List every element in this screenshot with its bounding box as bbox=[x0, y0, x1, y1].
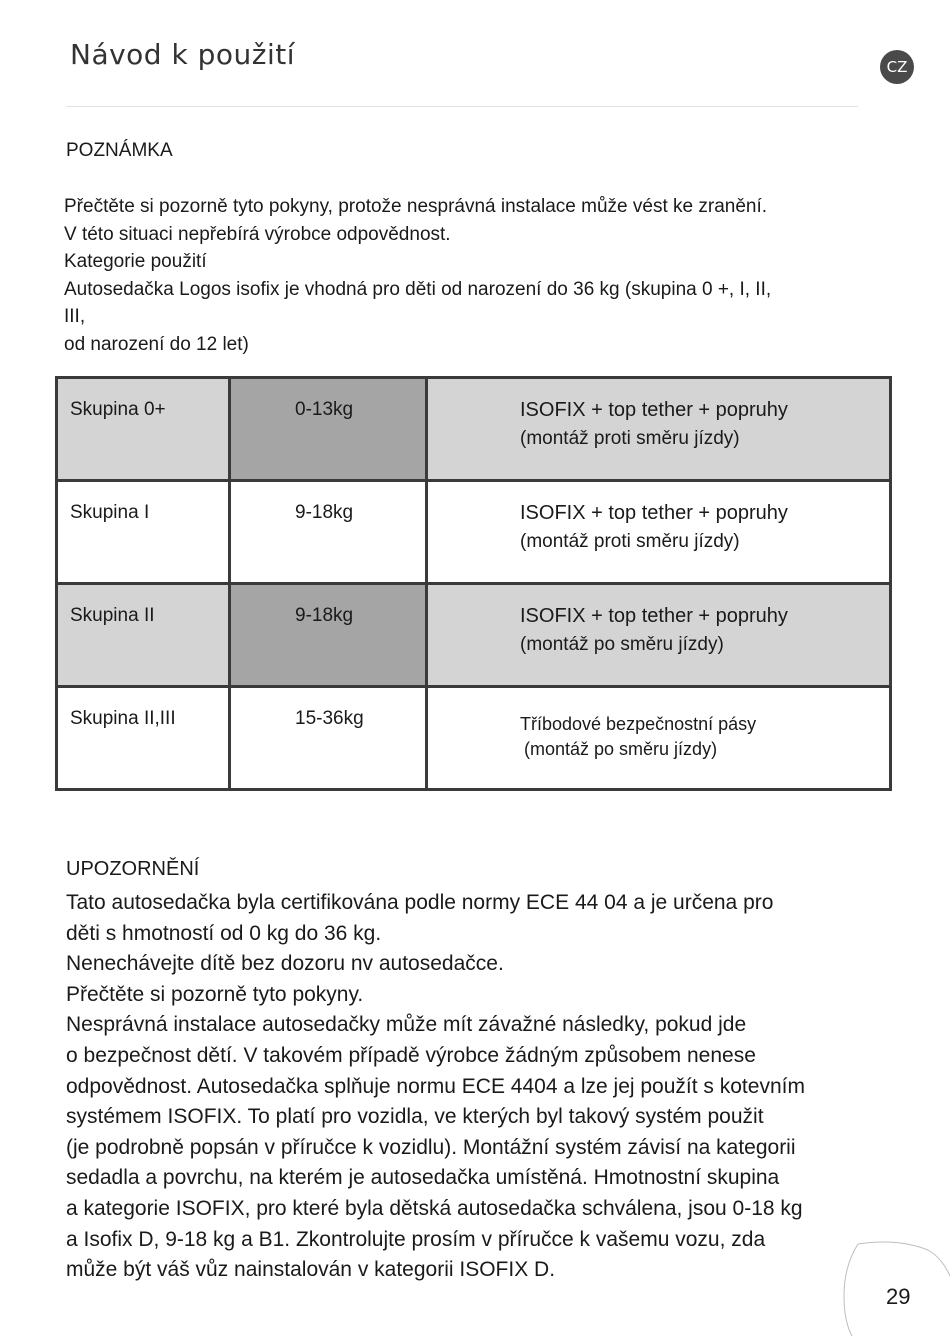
group-label: Skupina II,III bbox=[70, 708, 176, 729]
warning-line: Nenechávejte dítě bez dozoru nv autosedačce. bbox=[66, 952, 504, 976]
warning-line: sedadla a povrchu, na kterém je autosedačka umístěná. Hmotnostní skupina bbox=[66, 1166, 780, 1190]
language-badge: CZ bbox=[880, 50, 914, 84]
mount-cell bbox=[427, 378, 891, 481]
mount-cell bbox=[427, 481, 891, 584]
table-row bbox=[57, 481, 891, 584]
warning-line: děti s hmotností od 0 kg do 36 kg. bbox=[66, 921, 382, 945]
direction-label: (montáž proti směru jízdy) bbox=[520, 531, 740, 552]
warning-heading: UPOZORNĚNÍ bbox=[66, 858, 200, 880]
page-title: Návod k použití bbox=[70, 38, 295, 71]
note-text bbox=[64, 193, 894, 358]
warning-text bbox=[66, 888, 906, 1286]
note-heading: POZNÁMKA bbox=[66, 140, 173, 161]
page-number: 29 bbox=[886, 1284, 911, 1309]
warning-line: Tato autosedačka byla certifikována podle normy ECE 44 04 a je určena pro bbox=[66, 891, 774, 914]
weight-cell bbox=[230, 584, 427, 687]
weight-cell bbox=[230, 687, 427, 790]
table-row bbox=[57, 687, 891, 790]
direction-label: (montáž proti směru jízdy) bbox=[520, 428, 740, 449]
weight-label: 15-36kg bbox=[295, 708, 364, 729]
table-row bbox=[57, 378, 891, 481]
mount-label: ISOFIX + top tether + popruhy bbox=[520, 605, 788, 627]
warning-line: o bezpečnost dětí. V takovém případě výrobce žádným způsobem nenese bbox=[66, 1043, 756, 1067]
weight-cell bbox=[230, 378, 427, 481]
group-cell bbox=[57, 378, 230, 481]
warning-line: může být váš vůz nainstalován v kategorii ISOFIX D. bbox=[66, 1258, 556, 1282]
mount-label: Tříbodové bezpečnostní pásy bbox=[520, 714, 757, 734]
warning-line: a Isofix D, 9-18 kg a B1. Zkontrolujte prosím v příručce k vašemu vozu, zda bbox=[66, 1227, 766, 1251]
weight-groups-table bbox=[55, 376, 892, 791]
weight-label: 9-18kg bbox=[295, 605, 354, 626]
group-cell bbox=[57, 584, 230, 687]
warning-line: a kategorie ISOFIX, pro které byla dětská autosedačka schválena, jsou 0-18 kg bbox=[66, 1196, 803, 1220]
warning-line: systémem ISOFIX. To platí pro vozidla, ve kterých byl takový systém použit bbox=[66, 1105, 764, 1129]
weight-label: 9-18kg bbox=[295, 502, 354, 523]
mount-cell bbox=[427, 584, 891, 687]
warning-line: Nesprávná instalace autosedačky může mít závažné následky, pokud jde bbox=[66, 1013, 747, 1037]
warning-line: odpovědnost. Autosedačka splňuje normu ECE 4404 a lze jej použít s kotevním bbox=[66, 1074, 805, 1098]
group-label: Skupina II bbox=[70, 605, 155, 626]
group-label: Skupina I bbox=[70, 502, 150, 523]
weight-label: 0-13kg bbox=[295, 399, 354, 420]
note-line: Autosedačka Logos isofix je vhodná pro děti od narození do 36 kg (skupina 0 +, I, II, bbox=[64, 278, 772, 300]
group-cell bbox=[57, 481, 230, 584]
note-line: III, bbox=[64, 306, 86, 327]
direction-label: (montáž po směru jízdy) bbox=[520, 634, 724, 655]
note-line: Přečtěte si pozorně tyto pokyny, protože nesprávná instalace může vést ke zranění. bbox=[64, 196, 768, 217]
mount-label: ISOFIX + top tether + popruhy bbox=[520, 399, 788, 421]
warning-line: (je podrobně popsán v příručce k vozidlu). Montážní systém závisí na kategorii bbox=[66, 1135, 796, 1159]
note-line: od narození do 12 let) bbox=[64, 333, 249, 355]
mount-cell bbox=[427, 687, 891, 790]
note-line: V této situaci nepřebírá výrobce odpovědnost. bbox=[64, 223, 451, 245]
table-row bbox=[57, 584, 891, 687]
mount-label: ISOFIX + top tether + popruhy bbox=[520, 502, 788, 524]
note-line: Kategorie použití bbox=[64, 251, 207, 272]
weight-cell bbox=[230, 481, 427, 584]
direction-label: (montáž po směru jízdy) bbox=[524, 739, 718, 759]
group-label: Skupina 0+ bbox=[70, 399, 166, 420]
header-divider bbox=[66, 106, 858, 107]
warning-line: Přečtěte si pozorně tyto pokyny. bbox=[66, 982, 364, 1006]
group-cell bbox=[57, 687, 230, 790]
